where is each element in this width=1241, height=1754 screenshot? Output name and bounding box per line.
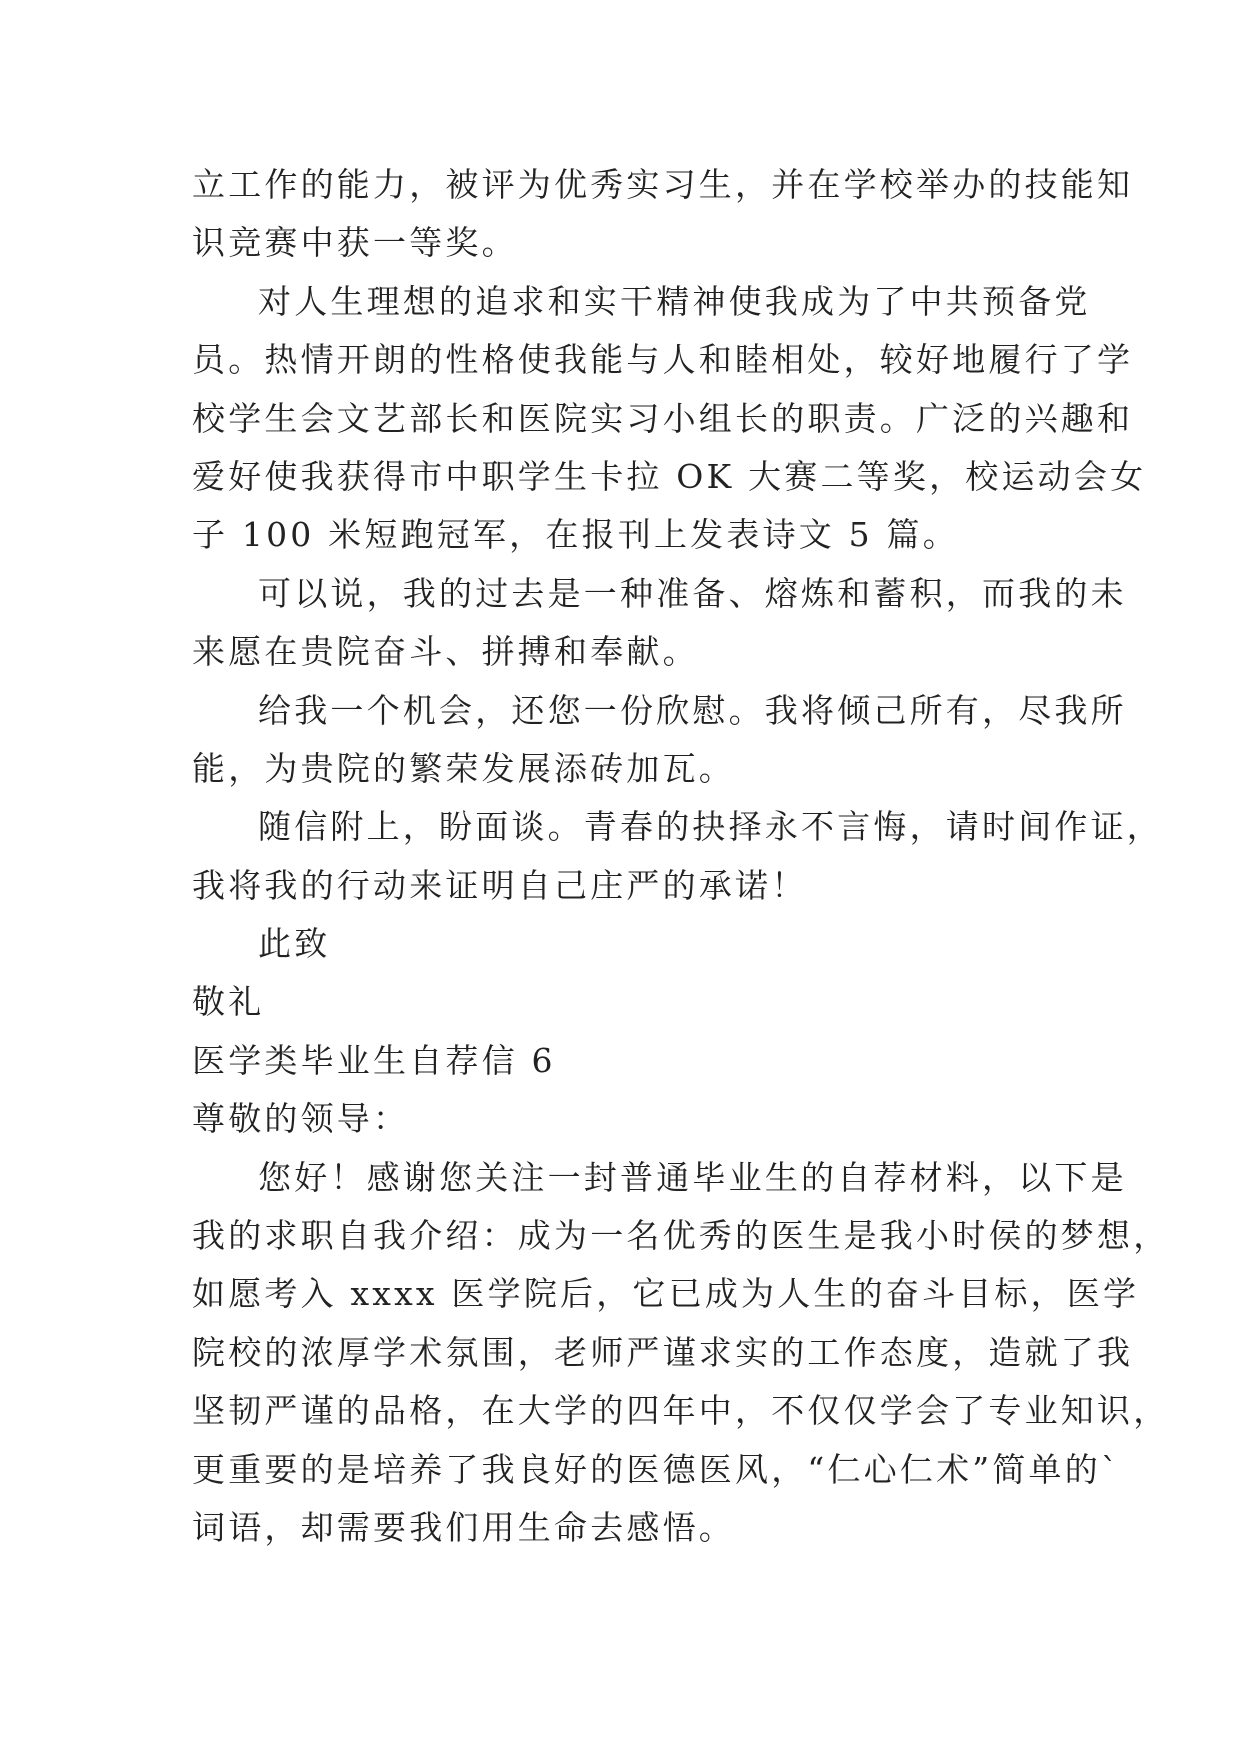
closing-salutation: 此致 (258, 924, 331, 964)
document-body (192, 156, 1170, 1557)
body-line: 识竞赛中获一等奖。 (192, 223, 518, 263)
paragraph-start-line: 对人生理想的追求和实干精神使我成为了中共预备党 (258, 281, 1091, 321)
body-line: 更重要的是培养了我良好的医德医风，“仁心仁术”简单的` (192, 1449, 1121, 1489)
body-line: 校学生会文艺部长和医院实习小组长的职责。广泛的兴趣和 (192, 398, 1134, 438)
paragraph-start-line: 随信附上，盼面谈。青春的抉择永不言悔，请时间作证， (258, 807, 1163, 847)
paragraph-start-line: 给我一个机会，还您一份欣慰。我将倾己所有，尽我所 (258, 690, 1127, 730)
body-line: 坚韧严谨的品格，在大学的四年中，不仅仅学会了专业知识， (192, 1391, 1170, 1431)
body-line: 来愿在贵院奋斗、拼搏和奉献。 (192, 632, 699, 672)
body-line: 员。热情开朗的性格使我能与人和睦相处，较好地履行了学 (192, 340, 1134, 380)
body-line: 我将我的行动来证明自己庄严的承诺！ (192, 865, 808, 905)
section-title: 医学类毕业生自荐信 6 (192, 1040, 556, 1080)
closing-regards: 敬礼 (192, 982, 265, 1022)
body-line: 子 100 米短跑冠军，在报刊上发表诗文 5 篇。 (192, 515, 959, 555)
body-line: 立工作的能力，被评为优秀实习生，并在学校举办的技能知 (192, 165, 1134, 204)
body-line: 院校的浓厚学术氛围，老师严谨求实的工作态度，造就了我 (192, 1332, 1134, 1372)
paragraph-start-line: 可以说，我的过去是一种准备、熔炼和蓄积，而我的未 (258, 573, 1127, 613)
greeting: 尊敬的领导： (192, 1099, 410, 1139)
body-line: 如愿考入 xxxx 医学院后，它已成为人生的奋斗目标，医学 (192, 1274, 1140, 1314)
body-line: 能，为贵院的繁荣发展添砖加瓦。 (192, 748, 735, 788)
body-line: 词语，却需要我们用生命去感悟。 (192, 1507, 735, 1547)
body-line: 爱好使我获得市中职学生卡拉 OK 大赛二等奖，校运动会女 (192, 456, 1147, 496)
body-line: 我的求职自我介绍：成为一名优秀的医生是我小时侯的梦想， (192, 1216, 1170, 1256)
paragraph-start-line: 您好！感谢您关注一封普通毕业生的自荐材料，以下是 (258, 1157, 1127, 1197)
